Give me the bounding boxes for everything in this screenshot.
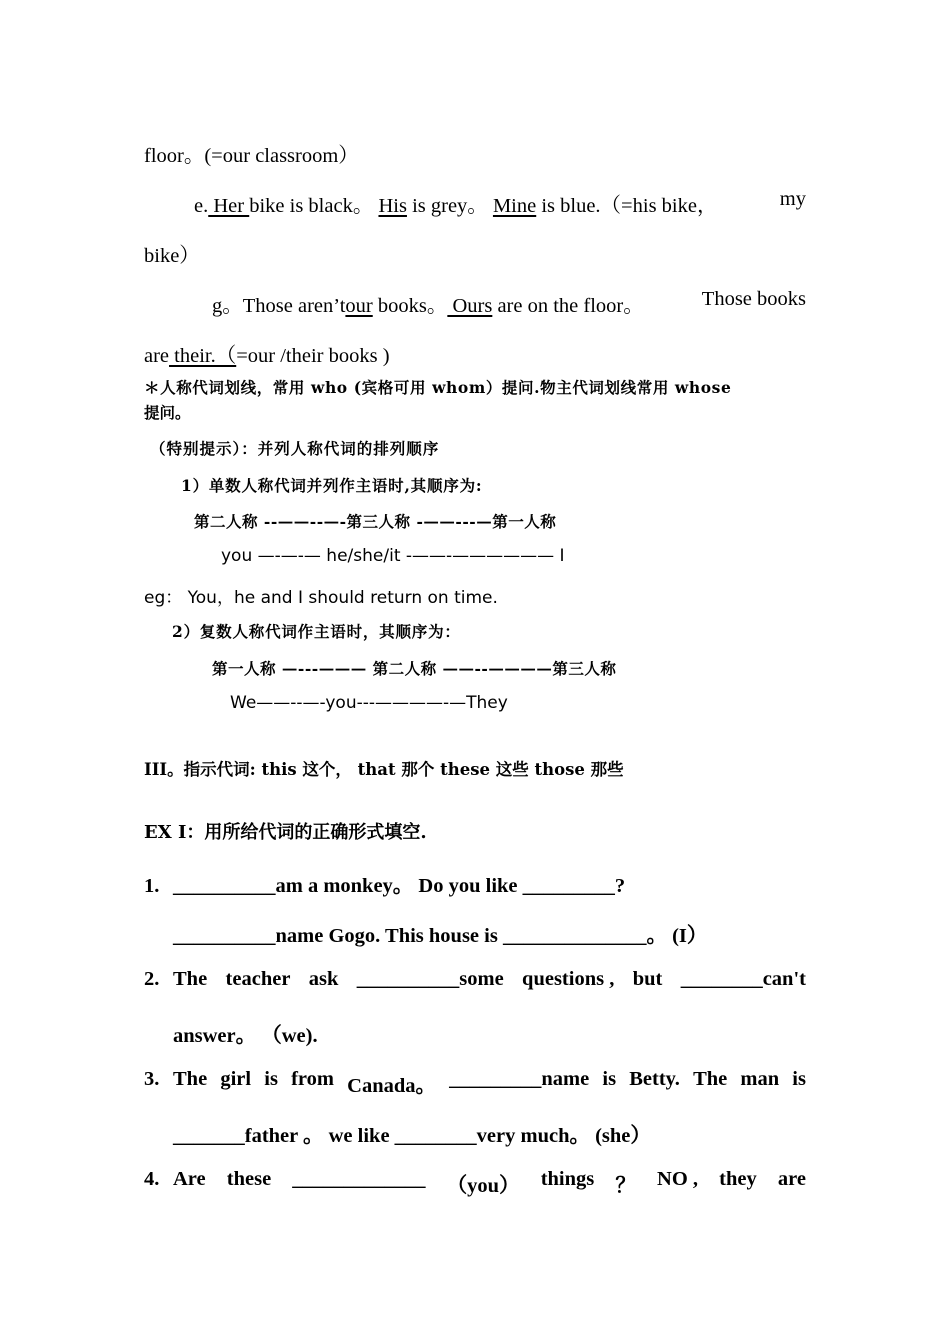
underlined-word: their.（: [169, 345, 237, 367]
question-1: 1. __________am a monkey。 Do you like _________?: [144, 875, 626, 897]
underlined-word: Mine: [492, 195, 537, 217]
underlined-word: Ours: [447, 295, 493, 317]
order-example: We——--—-you---————-—They: [230, 693, 508, 713]
text-line: floor。(=our classroom）: [144, 145, 359, 167]
example-line: eg： You，he and I should return on time.: [144, 588, 498, 608]
text-line: e. Her bike is black。 His is grey。 Mine is blue.（=his bike， my: [194, 188, 806, 217]
order-example: you —-—-— he/she/it -——-—————— I: [221, 546, 565, 566]
underlined-word: our: [345, 295, 373, 317]
question-4: 4. Are these _____________ （you） things ？ NO , they are: [144, 1168, 806, 1197]
underlined-word: Her: [208, 195, 250, 217]
tip-heading: （特别提示）：并列人称代词的排列顺序: [150, 439, 440, 458]
exercise-heading: EX I：用所给代词的正确形式填空.: [144, 822, 427, 843]
text-line: g。Those aren’tour books。 Ours are on the floor。 Those books: [212, 288, 806, 317]
note-line: ＊人称代词划线，常用 who (宾格可用 whom）提问.物主代词划线常用 whose: [144, 378, 732, 397]
underlined-word: His: [378, 195, 407, 217]
question-1-cont: __________name Gogo. This house is ______________。 (I）: [173, 925, 708, 947]
question-3-cont: _______father 。 we like ________very much。 (she）: [173, 1125, 651, 1147]
question-3: 3. The girl is from Canada。 _________name is Betty. The man is: [144, 1068, 806, 1097]
order-line: 第二人称 --——--—-第三人称 -——---—第一人称: [194, 512, 557, 531]
section-heading: III。指示代词: this 这个， that 那个 these 这些 those 那些: [144, 760, 624, 779]
question-2: 2. The teacher ask __________some questions , but ________can't: [144, 968, 806, 990]
tip-item: 1）单数人称代词并列作主语时,其顺序为:: [181, 476, 483, 495]
text-line: bike）: [144, 245, 200, 267]
note-line: 提问。: [144, 403, 191, 422]
text-line: are their.（=our /their books ): [144, 345, 390, 367]
question-2-cont: answer。 （we).: [173, 1025, 318, 1047]
tip-item: 2）复数人称代词作主语时，其顺序为：: [172, 622, 461, 641]
order-line: 第一人称 —---——— 第二人称 ——--————第三人称: [212, 659, 617, 678]
